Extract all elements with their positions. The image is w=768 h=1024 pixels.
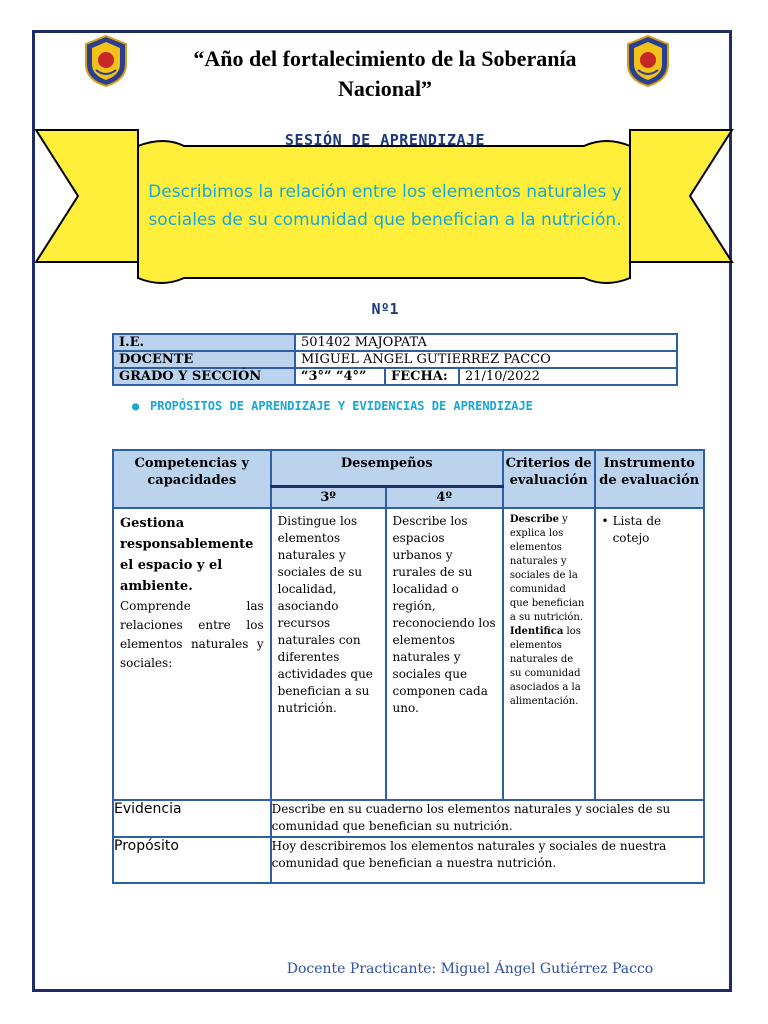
performances-header: Desempeños xyxy=(271,450,503,486)
ie-label: I.E. xyxy=(113,334,295,351)
performance-4: Describe los espacios urbanos y rurales de su localidad o región, reconociendo los elementos naturales y sociales que componen cada uno. xyxy=(392,514,496,716)
performance-3: Distingue los elementos naturales y sociales de su localidad, asociando recursos naturales con diferentes actividades que benefician a su nutrición. xyxy=(277,514,373,716)
bullet-icon: ● xyxy=(132,399,140,413)
year-title: “Año del fortalecimiento de la Soberanía Nacional” xyxy=(193,46,577,101)
evidence-label: Evidencia xyxy=(113,800,271,836)
performance-3-cell xyxy=(271,508,386,800)
criteria-cell xyxy=(503,508,595,800)
general-info-table xyxy=(112,333,678,386)
bullet-icon: • xyxy=(601,514,609,529)
competency-body: Comprende las relaciones entre los elementos naturales y sociales: xyxy=(120,599,264,671)
criteria-text: Describe y explica los elementos naturales y sociales de la comunidad que benefician a su nutrición. Identifica los elementos naturales de su comunidad asociados a la alimentación. xyxy=(509,514,585,708)
session-title: SESIÓN DE APRENDIZAJE xyxy=(284,131,486,149)
school-crest-icon xyxy=(624,34,672,88)
school-crest-icon xyxy=(82,34,130,88)
footer-signature: Docente Practicante: Miguel Ángel Gutiérrez Pacco xyxy=(286,961,654,977)
session-topic: Describimos la relación entre los elementos naturales y sociales de su comunidad que benefician a la nutrición. xyxy=(148,182,622,230)
session-number: Nº1 xyxy=(371,300,399,318)
grade-value: “3°” “4°” xyxy=(295,368,385,385)
learning-table xyxy=(112,449,705,884)
competencies-header: Competencias y capacidades xyxy=(113,450,271,508)
ie-value: 501402 MAJOPATA xyxy=(295,334,677,351)
instrument-text: Lista de cotejo xyxy=(612,514,662,546)
competency-cell xyxy=(113,508,271,800)
instrument-cell xyxy=(595,508,705,800)
teacher-label: DOCENTE xyxy=(113,351,295,368)
grade4-header: 4º xyxy=(386,486,503,508)
criteria-header: Criterios de evaluación xyxy=(503,450,595,508)
performance-4-cell xyxy=(386,508,503,800)
grade-label: GRADO Y SECCIÓN xyxy=(113,368,295,385)
evidence-text: Describe en su cuaderno los elementos naturales y sociales de su comunidad que benefician su nutrición. xyxy=(271,800,704,836)
date-label: FECHA: xyxy=(385,368,459,385)
competency-title: Gestiona responsablemente el espacio y el ambiente. xyxy=(120,516,254,595)
teacher-value: MIGUEL ANGEL GUTIERREZ PACCO xyxy=(295,351,677,368)
purpose-label: Propósito xyxy=(113,837,271,883)
date-value: 21/10/2022 xyxy=(459,368,677,385)
purposes-heading: ● PROPÓSITOS DE APRENDIZAJE Y EVIDENCIAS DE APRENDIZAJE xyxy=(132,396,592,417)
instrument-header: Instrumento de evaluación xyxy=(595,450,705,508)
grade3-header: 3º xyxy=(271,486,386,508)
purpose-text: Hoy describiremos los elementos naturales y sociales de nuestra comunidad que benefician a nuestra nutrición. xyxy=(271,837,704,883)
